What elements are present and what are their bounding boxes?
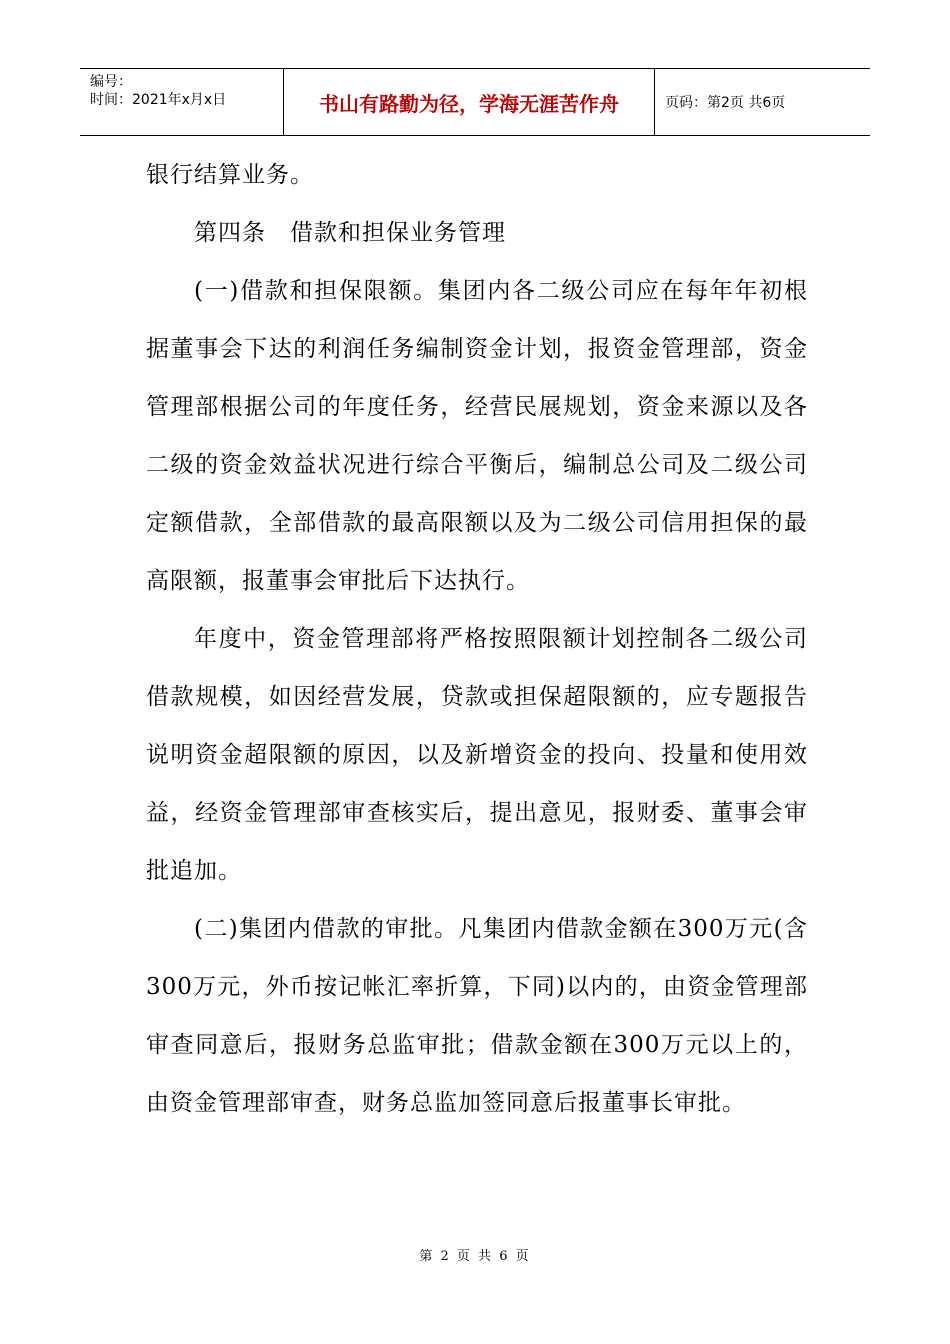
paragraph-loan-limits: (一)借款和担保限额。集团内各二级公司应在每年年初根据董事会下达的利润任务编制资金计划，报资金管理部，资金管理部根据公司的年度任务，经营民展规划，资金来源以及各二级的资金效益状况进行综合平衡后，编制总公司及二级公司定额借款，全部借款的最高限额以及为二级公司信用担保的最高限额，报董事会审批后下达执行。 xyxy=(146,278,808,594)
header-meta xyxy=(80,69,283,135)
page-header xyxy=(80,68,870,136)
page-footer: 第 2 页 共 6 页 xyxy=(419,1249,531,1264)
doc-number-label: 编号： xyxy=(90,74,132,90)
paragraph-loan-approval: (二)集团内借款的审批。凡集团内借款金额在300万元(含300万元，外币按记帐汇率折算，下同)以内的，由资金管理部审查同意后，报财务总监审批；借款金额在300万元以上的，由资金管理部审查，财务总监加签同意后报董事长审批。 xyxy=(146,916,808,1116)
paragraph-annual-control: 年度中，资金管理部将严格按照限额计划控制各二级公司借款规模，如因经营发展，贷款或担保超限额的，应专题报告说明资金超限额的原因，以及新增资金的投向、投量和使用效益，经资金管理部审查核实后，提出意见，报财委、董事会审批追加。 xyxy=(146,626,808,884)
header-page-info: 页码：第2页 共6页 xyxy=(665,95,786,111)
document-body xyxy=(146,146,808,1132)
doc-date-label: 时间：2021年x月x日 xyxy=(90,92,227,108)
header-motto: 书山有路勤为径，学海无涯苦作舟 xyxy=(283,69,655,135)
paragraph-continuation: 银行结算业务。 xyxy=(146,162,314,188)
article-heading: 第四条 借款和担保业务管理 xyxy=(194,220,506,246)
